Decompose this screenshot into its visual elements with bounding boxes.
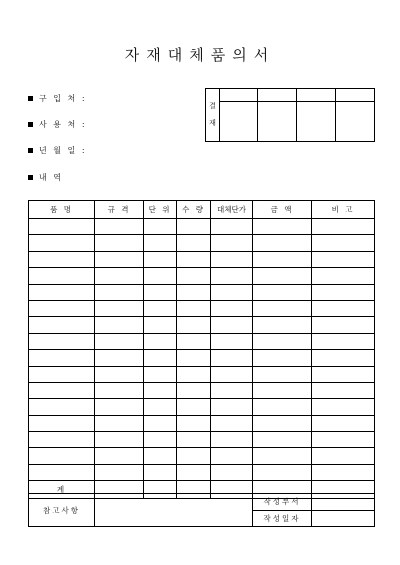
table-cell[interactable] xyxy=(211,333,253,349)
table-cell[interactable] xyxy=(29,284,95,300)
table-cell[interactable] xyxy=(95,284,144,300)
table-cell[interactable] xyxy=(211,432,253,448)
table-cell[interactable] xyxy=(95,415,144,431)
square-bullet-icon xyxy=(28,148,33,153)
table-cell[interactable] xyxy=(312,350,375,366)
table-cell[interactable] xyxy=(211,235,253,251)
approval-box xyxy=(205,88,375,142)
table-row xyxy=(29,300,375,316)
table-cell[interactable] xyxy=(312,300,375,316)
table-cell[interactable] xyxy=(95,300,144,316)
table-cell[interactable] xyxy=(312,251,375,267)
table-cell[interactable] xyxy=(177,350,211,366)
table-row xyxy=(29,235,375,251)
table-row xyxy=(29,464,375,480)
table-cell[interactable] xyxy=(95,432,144,448)
table-cell[interactable] xyxy=(177,382,211,398)
table-cell[interactable] xyxy=(211,317,253,333)
table-cell[interactable] xyxy=(253,415,312,431)
table-row xyxy=(29,366,375,382)
table-cell[interactable] xyxy=(144,350,177,366)
table-row xyxy=(29,284,375,300)
table-cell[interactable] xyxy=(177,366,211,382)
table-cell[interactable] xyxy=(144,268,177,284)
table-cell[interactable] xyxy=(312,382,375,398)
table-cell[interactable] xyxy=(177,300,211,316)
table-cell[interactable] xyxy=(95,235,144,251)
dept-label: 작성부서 xyxy=(253,494,312,511)
table-cell[interactable] xyxy=(29,382,95,398)
table-header-row xyxy=(29,201,375,219)
table-cell[interactable] xyxy=(253,464,312,480)
table-cell[interactable] xyxy=(253,284,312,300)
table-cell[interactable] xyxy=(29,399,95,415)
header-item-name: 품 명 xyxy=(29,201,95,219)
table-cell[interactable] xyxy=(253,350,312,366)
square-bullet-icon xyxy=(28,175,33,180)
table-cell[interactable] xyxy=(177,284,211,300)
field-purchase-place xyxy=(28,93,87,104)
table-cell[interactable] xyxy=(211,284,253,300)
header-remarks: 비 고 xyxy=(312,201,375,219)
table-row xyxy=(29,415,375,431)
table-cell[interactable] xyxy=(312,268,375,284)
table-row xyxy=(29,432,375,448)
table-cell[interactable] xyxy=(211,399,253,415)
table-cell[interactable] xyxy=(144,317,177,333)
table-cell[interactable] xyxy=(211,219,253,235)
reference-input[interactable] xyxy=(95,494,253,527)
table-cell[interactable] xyxy=(144,219,177,235)
table-cell[interactable] xyxy=(95,219,144,235)
square-bullet-icon xyxy=(28,96,33,101)
table-cell[interactable] xyxy=(29,415,95,431)
table-row xyxy=(29,399,375,415)
square-bullet-icon xyxy=(28,122,33,127)
table-cell[interactable] xyxy=(29,350,95,366)
field-label-date: 년 월 일 : xyxy=(39,146,87,155)
table-cell[interactable] xyxy=(253,399,312,415)
table-row xyxy=(29,268,375,284)
footer-table xyxy=(28,493,375,527)
table-cell[interactable] xyxy=(211,251,253,267)
table-cell[interactable] xyxy=(253,448,312,464)
table-cell[interactable] xyxy=(177,219,211,235)
field-label-purchase-place: 구 입 처 : xyxy=(39,94,87,103)
table-cell[interactable] xyxy=(312,464,375,480)
table-cell[interactable] xyxy=(312,415,375,431)
table-cell[interactable] xyxy=(29,251,95,267)
table-cell[interactable] xyxy=(144,284,177,300)
field-label-usage-place: 사 용 처 : xyxy=(39,120,87,129)
table-cell[interactable] xyxy=(95,464,144,480)
table-cell[interactable] xyxy=(29,317,95,333)
approval-title-cell[interactable] xyxy=(336,89,375,102)
table-cell[interactable] xyxy=(144,448,177,464)
header-unit: 단 위 xyxy=(144,201,177,219)
table-cell[interactable] xyxy=(95,366,144,382)
table-cell[interactable] xyxy=(211,366,253,382)
table-cell[interactable] xyxy=(253,382,312,398)
table-cell[interactable] xyxy=(177,317,211,333)
table-cell[interactable] xyxy=(177,251,211,267)
table-row xyxy=(29,333,375,349)
table-row xyxy=(29,382,375,398)
table-cell[interactable] xyxy=(211,350,253,366)
table-cell[interactable] xyxy=(177,333,211,349)
table-cell[interactable] xyxy=(144,235,177,251)
table-cell[interactable] xyxy=(312,432,375,448)
table-cell[interactable] xyxy=(253,317,312,333)
table-cell[interactable] xyxy=(177,399,211,415)
table-cell[interactable] xyxy=(144,399,177,415)
table-cell[interactable] xyxy=(177,448,211,464)
table-cell[interactable] xyxy=(144,366,177,382)
table-cell[interactable] xyxy=(312,448,375,464)
table-cell[interactable] xyxy=(95,268,144,284)
table-cell[interactable] xyxy=(312,284,375,300)
table-cell[interactable] xyxy=(312,317,375,333)
field-details xyxy=(28,172,63,183)
table-cell[interactable] xyxy=(211,415,253,431)
approval-label: 결 재 xyxy=(206,89,220,142)
table-cell[interactable] xyxy=(144,382,177,398)
header-substitute-price: 대체단가 xyxy=(211,201,253,219)
document-title: 자재대체품의서 xyxy=(124,46,276,64)
header-spec: 규 격 xyxy=(95,201,144,219)
field-usage-place xyxy=(28,119,87,130)
approval-sign-cell[interactable] xyxy=(336,102,375,142)
table-cell[interactable] xyxy=(144,300,177,316)
table-cell[interactable] xyxy=(177,432,211,448)
table-cell[interactable] xyxy=(211,382,253,398)
table-cell[interactable] xyxy=(253,251,312,267)
table-cell[interactable] xyxy=(253,268,312,284)
table-cell[interactable] xyxy=(29,268,95,284)
table-cell[interactable] xyxy=(253,432,312,448)
date-label: 작성일자 xyxy=(253,510,312,527)
table-cell[interactable] xyxy=(211,300,253,316)
table-cell[interactable] xyxy=(144,415,177,431)
table-cell[interactable] xyxy=(253,300,312,316)
table-cell[interactable] xyxy=(95,448,144,464)
table-cell[interactable] xyxy=(253,366,312,382)
table-cell[interactable] xyxy=(29,300,95,316)
table-cell[interactable] xyxy=(95,251,144,267)
table-cell[interactable] xyxy=(144,251,177,267)
table-cell[interactable] xyxy=(312,219,375,235)
table-cell[interactable] xyxy=(95,317,144,333)
table-cell[interactable] xyxy=(253,219,312,235)
field-date xyxy=(28,145,87,156)
table-cell[interactable] xyxy=(177,235,211,251)
table-row xyxy=(29,251,375,267)
approval-title-cell[interactable] xyxy=(258,89,297,102)
table-cell[interactable] xyxy=(144,333,177,349)
table-cell[interactable] xyxy=(95,382,144,398)
dept-input[interactable] xyxy=(312,494,375,511)
table-cell[interactable] xyxy=(29,464,95,480)
table-cell[interactable] xyxy=(29,235,95,251)
table-row xyxy=(29,219,375,235)
table-cell[interactable] xyxy=(144,464,177,480)
approval-title-cell[interactable] xyxy=(220,89,258,102)
table-cell[interactable] xyxy=(253,235,312,251)
table-cell[interactable] xyxy=(211,268,253,284)
table-row xyxy=(29,317,375,333)
table-row xyxy=(29,448,375,464)
approval-sign-cell[interactable] xyxy=(297,102,336,142)
table-cell[interactable] xyxy=(95,333,144,349)
table-cell[interactable] xyxy=(177,268,211,284)
date-input[interactable] xyxy=(312,510,375,527)
table-cell[interactable] xyxy=(29,366,95,382)
header-amount: 금 액 xyxy=(253,201,312,219)
reference-label: 참고사항 xyxy=(29,494,95,527)
items-table xyxy=(28,200,375,499)
table-cell[interactable] xyxy=(312,333,375,349)
total-label: 계 xyxy=(29,481,95,499)
table-row xyxy=(29,350,375,366)
table-cell[interactable] xyxy=(177,464,211,480)
approval-sign-cell[interactable] xyxy=(220,102,258,142)
table-cell[interactable] xyxy=(177,415,211,431)
approval-title-cell[interactable] xyxy=(297,89,336,102)
table-cell[interactable] xyxy=(312,235,375,251)
table-cell[interactable] xyxy=(29,432,95,448)
table-cell[interactable] xyxy=(95,399,144,415)
field-label-details: 내 역 xyxy=(39,173,63,182)
table-cell[interactable] xyxy=(211,464,253,480)
table-cell[interactable] xyxy=(312,399,375,415)
table-cell[interactable] xyxy=(253,333,312,349)
table-cell[interactable] xyxy=(29,219,95,235)
table-cell[interactable] xyxy=(29,448,95,464)
table-cell[interactable] xyxy=(95,350,144,366)
approval-sign-cell[interactable] xyxy=(258,102,297,142)
table-cell[interactable] xyxy=(211,448,253,464)
header-quantity: 수 량 xyxy=(177,201,211,219)
table-cell[interactable] xyxy=(29,333,95,349)
table-cell[interactable] xyxy=(312,366,375,382)
table-cell[interactable] xyxy=(144,432,177,448)
